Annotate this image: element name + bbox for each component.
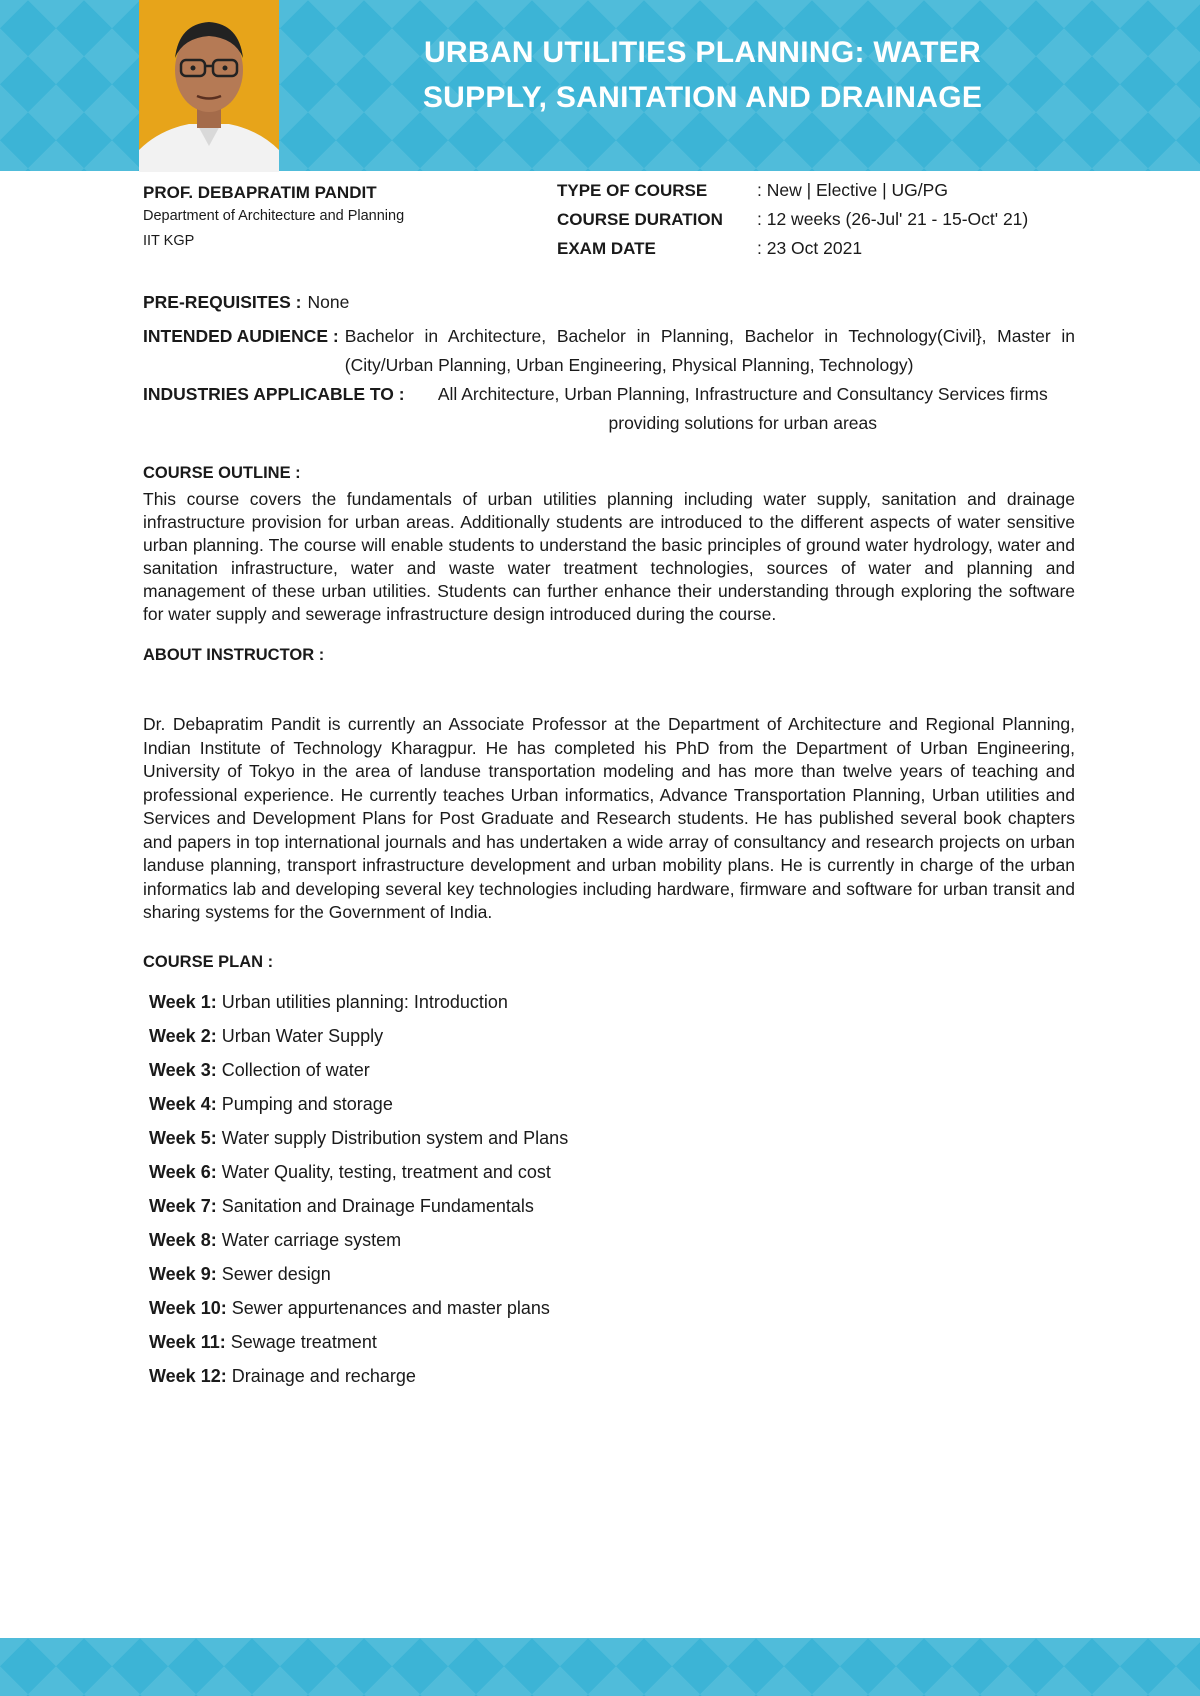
meta-row-exam-date [557, 234, 1097, 263]
week-topic: Sewer appurtenances and master plans [231, 1297, 550, 1318]
course-plan-list [143, 985, 1075, 1393]
week-topic: Urban Water Supply [221, 1025, 384, 1046]
week-topic: Drainage and recharge [231, 1365, 416, 1386]
plan-week-8 [149, 1223, 1075, 1257]
meta-value: : 12 weeks (26-Jul' 21 - 15-Oct' 21) [757, 209, 1029, 229]
prerequisites-value: None [307, 292, 350, 312]
industries-label: INDUSTRIES APPLICABLE TO : [143, 384, 405, 404]
footer-banner [0, 1638, 1200, 1696]
week-label: Week 10: [149, 1297, 227, 1318]
week-label: Week 12: [149, 1365, 227, 1386]
week-label: Week 2: [149, 1025, 217, 1046]
instructor-institute: IIT KGP [143, 233, 195, 249]
week-topic: Sanitation and Drainage Fundamentals [221, 1195, 534, 1216]
plan-week-5 [149, 1121, 1075, 1155]
week-topic: Sewer design [221, 1263, 331, 1284]
about-instructor-heading: ABOUT INSTRUCTOR : [143, 646, 325, 664]
course-meta [557, 176, 1097, 263]
plan-week-2 [149, 1019, 1075, 1053]
audience-label: INTENDED AUDIENCE : [143, 326, 339, 346]
industries-applicable [143, 380, 1075, 438]
plan-week-11 [149, 1325, 1075, 1359]
week-label: Week 11: [149, 1331, 226, 1352]
instructor-portrait-image [139, 0, 279, 172]
course-outline-heading: COURSE OUTLINE : [143, 464, 301, 482]
prerequisites-label: PRE-REQUISITES : [143, 292, 302, 312]
week-topic: Water Quality, testing, treatment and cost [221, 1161, 551, 1182]
week-topic: Urban utilities planning: Introduction [221, 991, 508, 1012]
instructor-name: PROF. DEBAPRATIM PANDIT [143, 183, 377, 202]
week-topic: Sewage treatment [230, 1331, 377, 1352]
week-label: Week 6: [149, 1161, 217, 1182]
week-label: Week 9: [149, 1263, 217, 1284]
instructor-photo [139, 0, 279, 172]
week-label: Week 1: [149, 991, 217, 1012]
audience-value: Bachelor in Architecture, Bachelor in Planning, Bachelor in Technology(Civil}, Master in (City/Urban Planning, Urban Engineering, Physical Planning, Technology) [344, 326, 1075, 375]
week-topic: Collection of water [221, 1059, 370, 1080]
instructor-block [143, 182, 404, 254]
week-topic: Water supply Distribution system and Plans [221, 1127, 569, 1148]
meta-key: COURSE DURATION [557, 209, 723, 229]
title-line-1: URBAN UTILITIES PLANNING: WATER [423, 36, 982, 69]
week-label: Week 4: [149, 1093, 217, 1114]
main-content [143, 288, 1075, 1393]
course-outline-text: This course covers the fundamentals of urban utilities planning including water supply, sanitation and drainage infrastructure provision for urban areas. Additionally students are introduced to the different aspects of water sensitive urban planning. The course will enable students to understand the basic principles of ground water hydrology, water and sanitation infrastructure, water and waste water treatment technologies, sources of water and planning and management of these urban utilities. Students can further enhance their understanding through exploring the software for water supply and sewerage infrastructure design introduced during the course. [143, 489, 1075, 624]
page-title [330, 30, 1075, 120]
week-topic: Water carriage system [221, 1229, 402, 1250]
industries-value: All Architecture, Urban Planning, Infrastructure and Consultancy Services firms providing solutions for urban areas [437, 384, 1048, 433]
meta-row-type [557, 176, 1097, 205]
plan-week-1 [149, 985, 1075, 1019]
plan-week-6 [149, 1155, 1075, 1189]
plan-week-3 [149, 1053, 1075, 1087]
course-plan-heading: COURSE PLAN : [143, 952, 274, 971]
title-line-2: SUPPLY, SANITATION AND DRAINAGE [422, 81, 983, 114]
plan-week-9 [149, 1257, 1075, 1291]
plan-week-7 [149, 1189, 1075, 1223]
week-label: Week 5: [149, 1127, 217, 1148]
week-topic: Pumping and storage [221, 1093, 393, 1114]
plan-week-4 [149, 1087, 1075, 1121]
meta-row-duration [557, 205, 1097, 234]
about-instructor-text: Dr. Debapratim Pandit is currently an Associate Professor at the Department of Architecture and Regional Planning, Indian Institute of Technology Kharagpur. He has completed his PhD from the Department of Urban Engineering, University of Tokyo in the area of landuse transportation modeling and has more than twelve years of teaching and professional experience. He currently teaches Urban informatics, Advance Transportation Planning, Urban utilities and Services and Development Plans for Post Graduate and Research students. He has published several book chapters and papers in top international journals and has undertaken a wide array of consultancy and research projects on urban landuse planning, transport infrastructure development and urban mobility plans. He is currently in charge of the urban informatics lab and developing several key technologies including hardware, firmware and software for urban transit and sharing systems for the Government of India. [143, 714, 1075, 922]
prerequisites [143, 288, 1075, 317]
week-label: Week 7: [149, 1195, 217, 1216]
intended-audience [143, 322, 1075, 380]
week-label: Week 3: [149, 1059, 217, 1080]
meta-value: : 23 Oct 2021 [757, 238, 863, 258]
meta-value: : New | Elective | UG/PG [757, 180, 948, 200]
plan-week-12 [149, 1359, 1075, 1393]
meta-key: EXAM DATE [557, 238, 656, 258]
week-label: Week 8: [149, 1229, 217, 1250]
meta-key: TYPE OF COURSE [557, 180, 708, 200]
plan-week-10 [149, 1291, 1075, 1325]
instructor-department: Department of Architecture and Planning [143, 208, 405, 224]
